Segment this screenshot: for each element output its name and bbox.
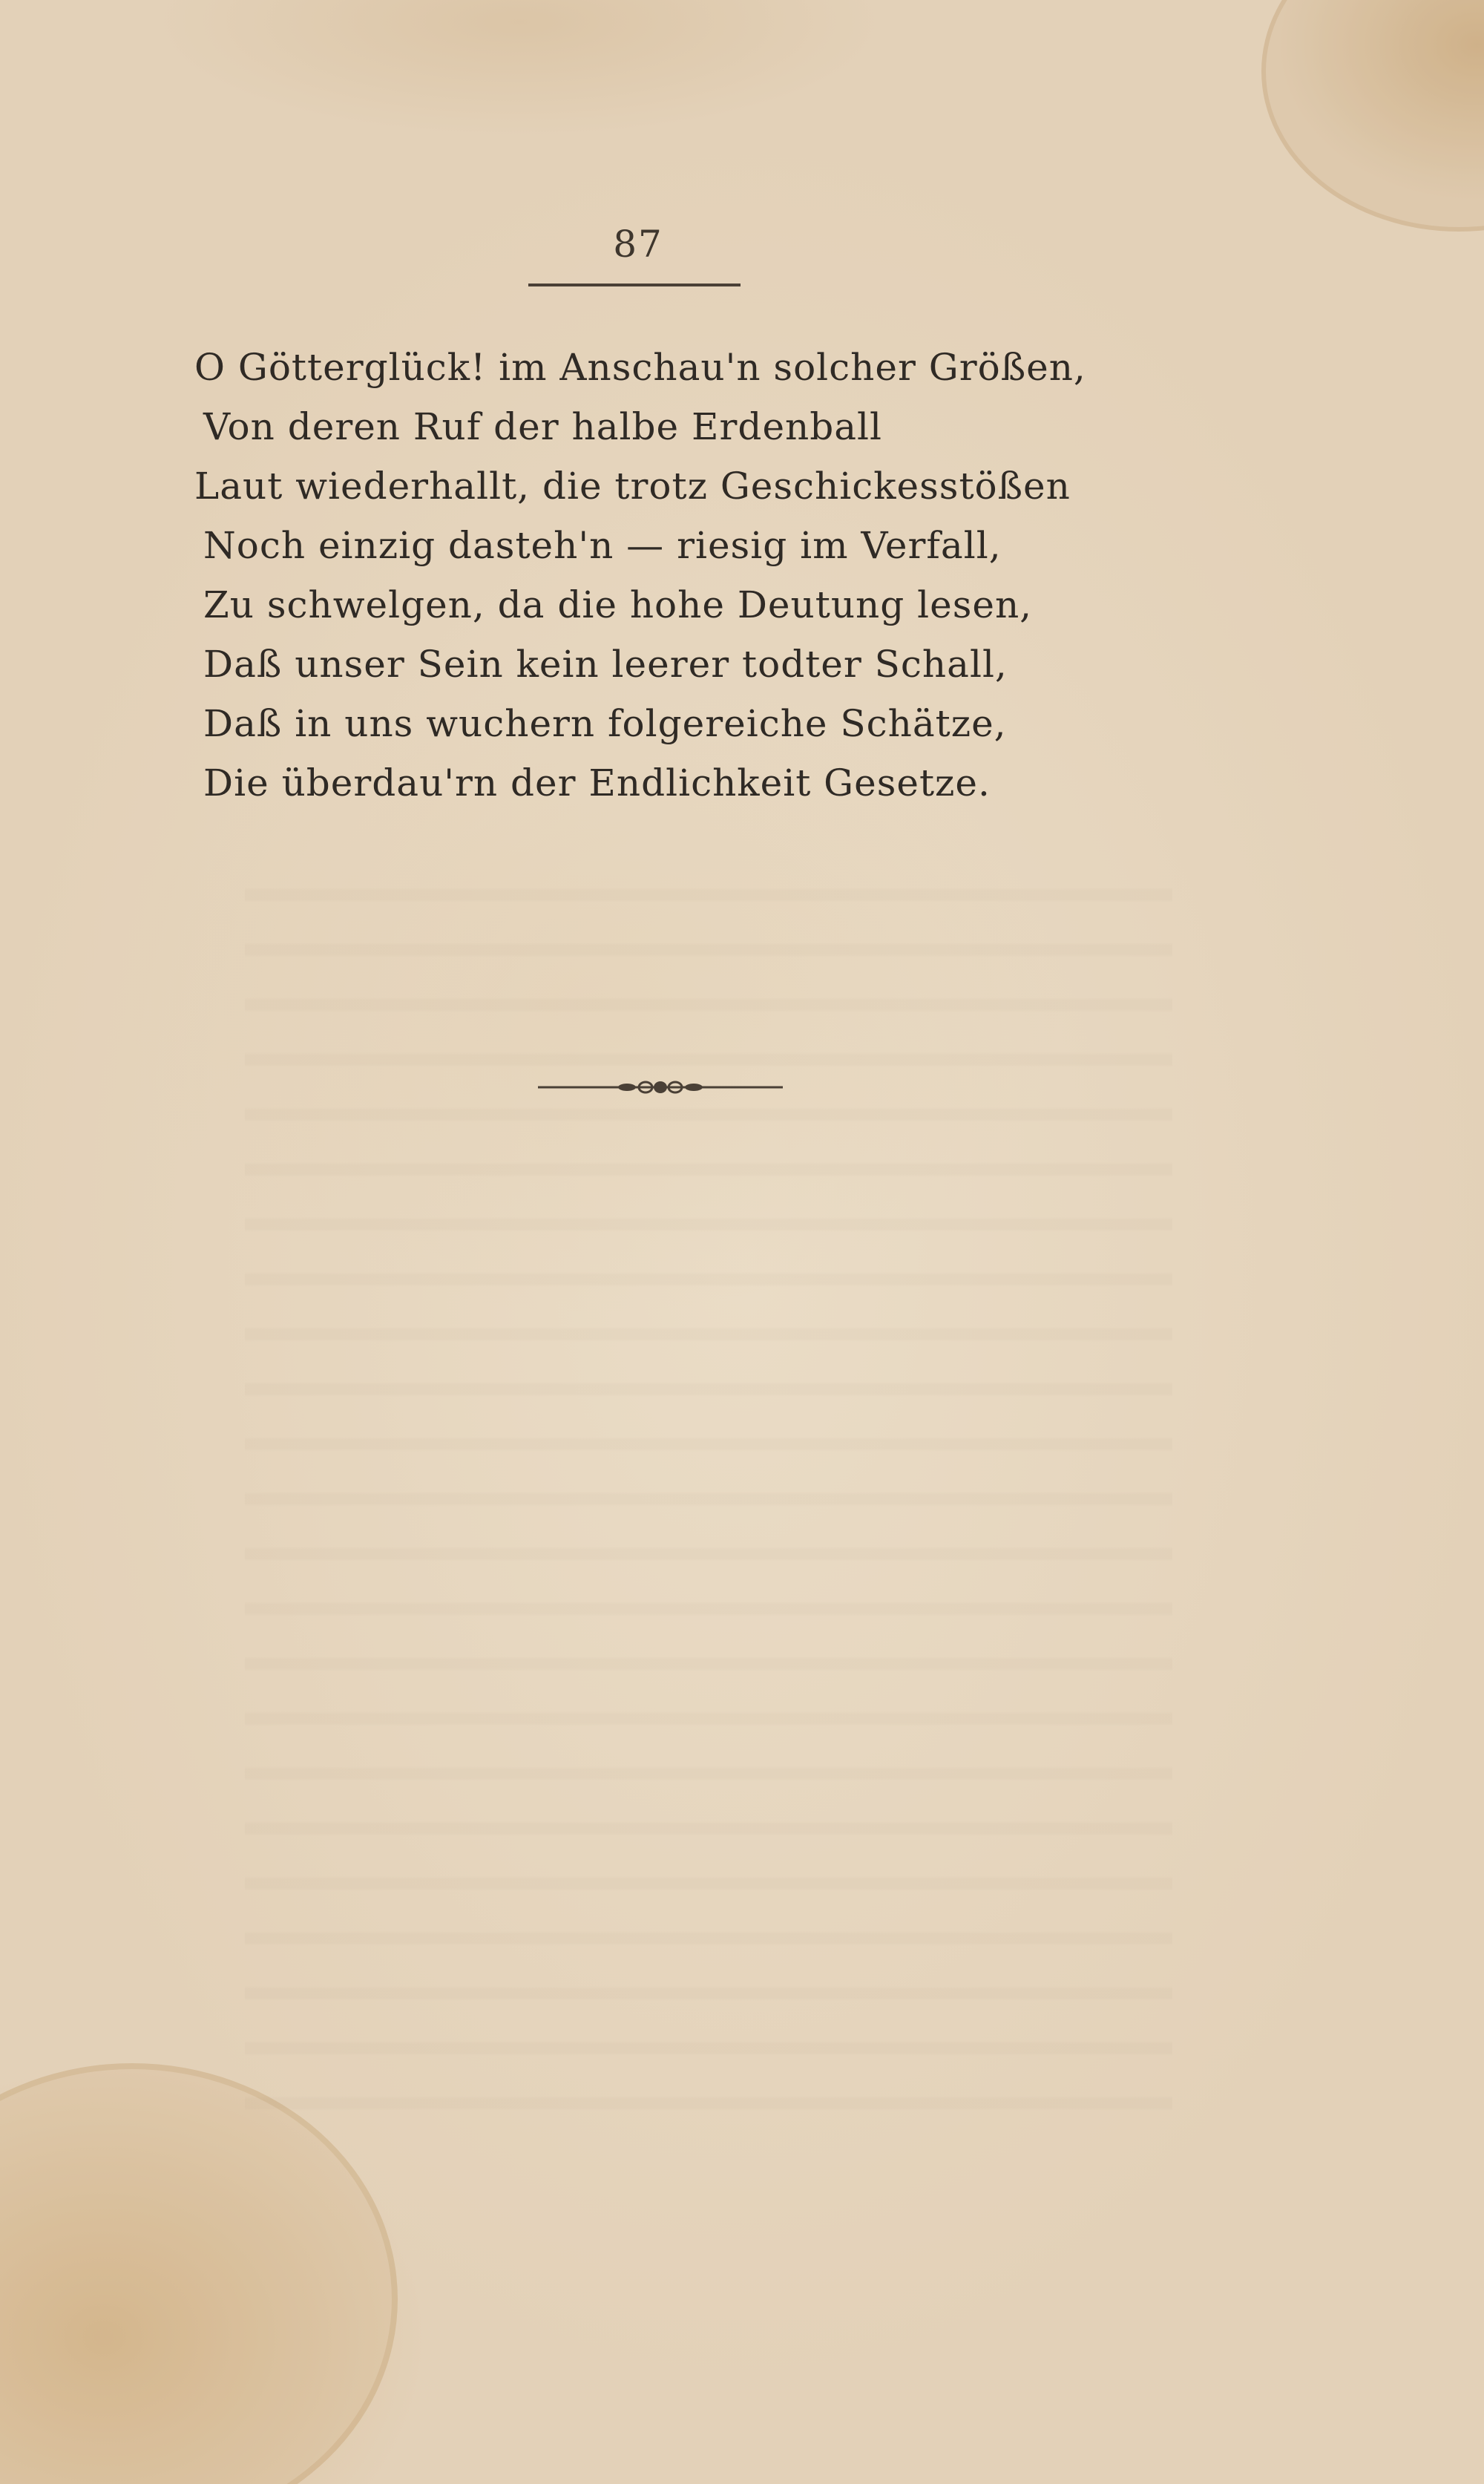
poem-line: Noch einzig dasteh'n — riesig im Verfall, <box>203 524 1002 567</box>
poem-line: Die überdau'rn der Endlichkeit Gesetze. <box>203 761 991 804</box>
poem-line: Von deren Ruf der halbe Erdenball <box>203 405 883 448</box>
page-number: 87 <box>613 223 663 266</box>
poem-line: Daß unser Sein kein leerer todter Schall, <box>203 643 1008 686</box>
water-stain-top-right <box>1261 0 1484 232</box>
poem-line: Daß in uns wuchern folgereiche Schätze, <box>203 702 1007 745</box>
poem-stanza <box>194 338 1159 813</box>
header-rule <box>528 284 741 286</box>
show-through-text-bleed <box>245 853 1172 2115</box>
poem-line: Zu schwelgen, da die hohe Deutung lesen, <box>203 583 1033 626</box>
ornamental-divider-icon <box>538 1076 783 1098</box>
water-stain-bottom-left <box>0 2063 398 2484</box>
poem-line: Laut wiederhallt, die trotz Geschickesstößen <box>194 465 1071 508</box>
poem-line: O Götterglück! im Anschau'n solcher Größen, <box>194 346 1086 389</box>
